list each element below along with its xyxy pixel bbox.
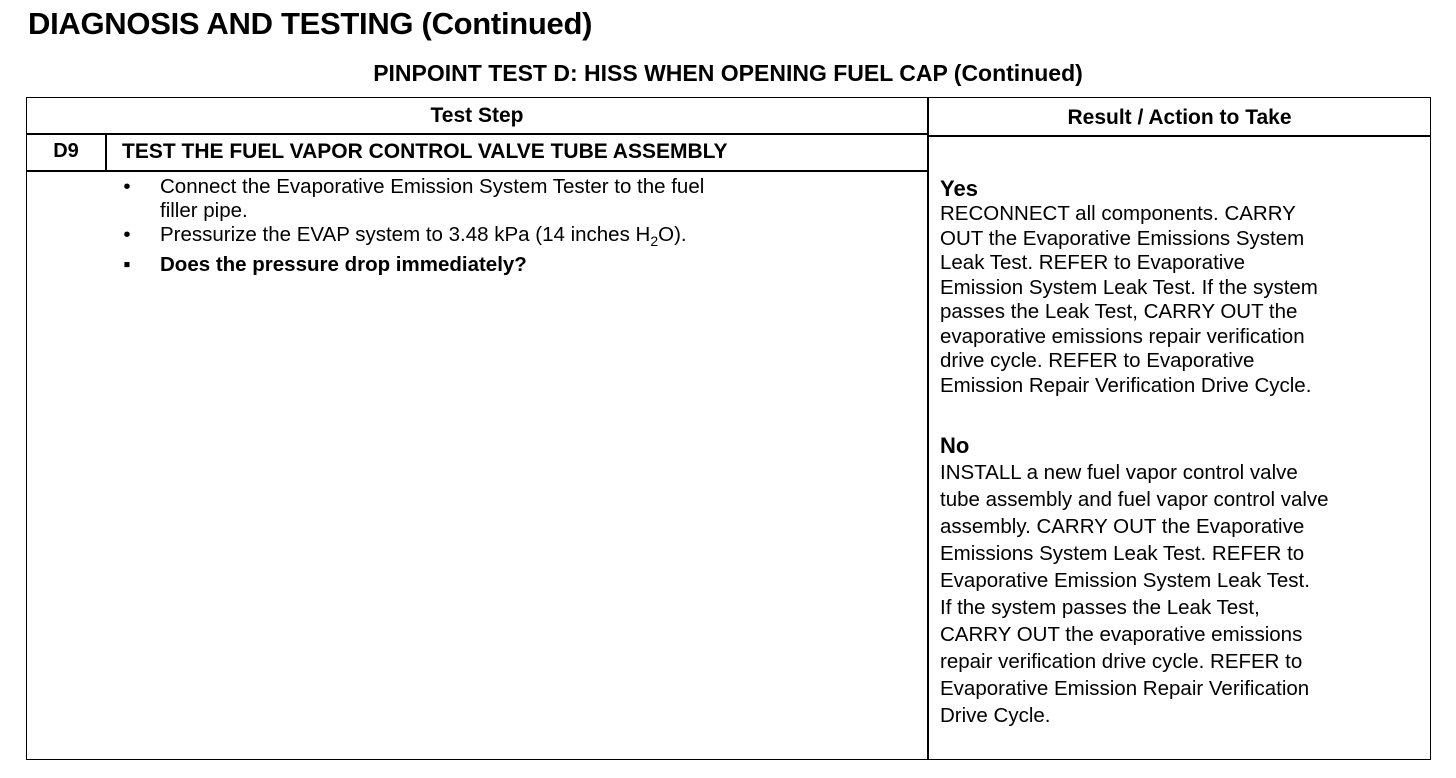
result-yes	[940, 176, 1425, 398]
text-line: repair verification drive cycle. REFER to	[940, 650, 1303, 673]
subscript: 2	[650, 233, 659, 250]
text-line: Drive Cycle.	[940, 704, 1051, 727]
text-line: passes the Leak Test, CARRY OUT the	[940, 300, 1298, 323]
bullet-icon: •	[123, 175, 131, 198]
text-line: drive cycle. REFER to Evaporative	[940, 349, 1255, 372]
list-item	[118, 175, 908, 223]
bullet-text-line: Connect the Evaporative Emission System Tester to the fuel	[160, 175, 705, 198]
text-line: RECONNECT all components. CARRY	[940, 202, 1296, 225]
bullet-icon: ▪	[123, 253, 131, 277]
text-line: Emission System Leak Test. If the system	[940, 275, 1318, 299]
header-row-divider	[26, 133, 928, 135]
result-header-divider	[927, 135, 1431, 137]
list-item	[118, 253, 908, 277]
text-line: Evaporative Emission Repair Verification	[940, 677, 1310, 700]
step-id: D9	[53, 140, 79, 162]
step-title: TEST THE FUEL VAPOR CONTROL VALVE TUBE ASSEMBLY	[122, 140, 728, 163]
bullet-text: O).	[658, 223, 687, 246]
text-line: CARRY OUT the evaporative emissions	[940, 623, 1303, 646]
list-item	[118, 223, 908, 253]
column-header-result: Result / Action to Take	[1067, 106, 1292, 129]
bullet-text-line: filler pipe.	[160, 199, 248, 222]
text-line: tube assembly and fuel vapor control valve	[940, 488, 1329, 511]
bullet-icon: •	[123, 223, 131, 246]
result-no-text	[940, 459, 1425, 729]
column-divider	[927, 97, 929, 760]
step-row-divider	[26, 170, 928, 172]
text-line: If the system passes the Leak Test,	[940, 596, 1260, 619]
text-line: Evaporative Emission System Leak Test.	[940, 569, 1310, 592]
result-yes-text	[940, 202, 1425, 398]
result-no	[940, 433, 1425, 729]
text-line: Emissions System Leak Test. REFER to	[940, 542, 1305, 565]
text-line: OUT the Evaporative Emissions System	[940, 226, 1305, 250]
test-title: PINPOINT TEST D: HISS WHEN OPENING FUEL CAP (Continued)	[373, 60, 1083, 86]
text-line: assembly. CARRY OUT the Evaporative	[940, 515, 1305, 538]
step-instructions	[118, 175, 908, 277]
text-line: Emission Repair Verification Drive Cycle.	[940, 373, 1312, 397]
text-line: INSTALL a new fuel vapor control valve	[940, 461, 1298, 484]
result-yes-label: Yes	[940, 176, 978, 201]
page-title: DIAGNOSIS AND TESTING (Continued)	[28, 6, 593, 41]
question-text: Does the pressure drop immediately?	[160, 253, 527, 277]
column-header-test-step: Test Step	[430, 104, 524, 127]
result-no-label: No	[940, 433, 970, 458]
bullet-text: Pressurize the EVAP system to 3.48 kPa (14 inches H	[160, 223, 651, 246]
text-line: Leak Test. REFER to Evaporative	[940, 251, 1245, 274]
text-line: evaporative emissions repair verification	[940, 324, 1305, 348]
